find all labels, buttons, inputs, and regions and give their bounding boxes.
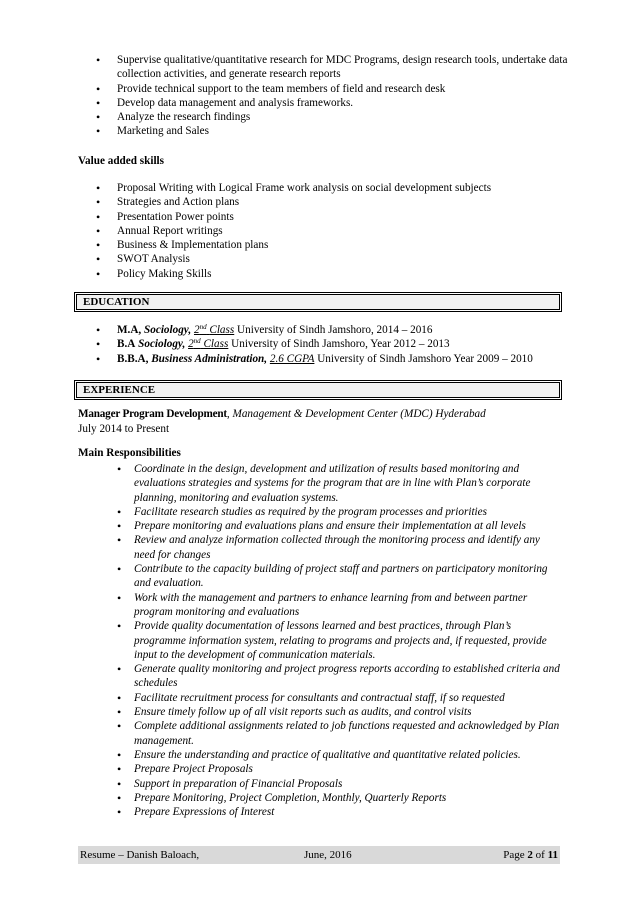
class-word: Class (203, 338, 229, 351)
list-item: • Annual Report writings (117, 224, 587, 238)
class-grade (188, 338, 228, 350)
list-item: • Prepare Project Proposals (134, 762, 562, 776)
field-of-study: Sociology, (138, 338, 186, 351)
job-title: Manager Program Development (78, 408, 227, 420)
class-grade (194, 324, 234, 336)
class-number: 2 (193, 324, 200, 336)
page-label: Page (503, 849, 525, 861)
list-item: • Provide quality documentation of lessons learned and best practices, through Plan’s programme information system, relating to programs and projects and, if requested, provide input to the development of communication materials. (134, 619, 562, 662)
degree: B.B.A, (117, 352, 149, 365)
class-suffix: nd (199, 323, 207, 331)
education-list (117, 323, 587, 366)
institution-years: University of Sindh Jamshoro Year 2009 – 2010 (317, 352, 533, 365)
experience-section-header (76, 382, 560, 398)
list-item: • Ensure the understanding and practice of qualitative and quantitative related policies. (134, 748, 562, 762)
list-item: • Provide technical support to the team members of field and research desk (117, 82, 587, 96)
list-item: • Supervise qualitative/quantitative research for MDC Programs, design research tools, undertake data collection activities, and generate research reports (117, 53, 587, 82)
education-item (117, 323, 587, 337)
job-title-line: Manager Program Development, Management & Development Center (MDC) Hyderabad (78, 408, 486, 420)
degree: B.A (117, 338, 136, 351)
list-item: • Strategies and Action plans (117, 195, 587, 209)
responsibilities-continued-list (117, 53, 587, 139)
list-item: • Support in preparation of Financial Proposals (134, 777, 562, 791)
institution-years: University of Sindh Jamshoro, 2014 – 2016 (237, 324, 433, 336)
field-of-study: Sociology, (144, 324, 192, 336)
education-item (117, 352, 587, 366)
class-word: Class (209, 324, 235, 336)
value-added-skills-list (117, 181, 587, 281)
class-grade: 2.6 CGPA (269, 352, 315, 365)
employer: Management & Development Center (MDC) Hyderabad (232, 408, 486, 420)
of-label: of (535, 849, 545, 861)
list-item: • Contribute to the capacity building of project staff and partners on participatory monitoring and evaluation. (134, 562, 562, 591)
degree: M.A, (117, 324, 142, 336)
section-title: EDUCATION (83, 296, 150, 308)
list-item: • Complete additional assignments related to job functions requested and acknowledged by Plan management. (134, 719, 562, 748)
list-item: • Presentation Power points (117, 210, 587, 224)
class-number: 2 (188, 338, 194, 351)
list-item: • Develop data management and analysis frameworks. (117, 96, 587, 110)
list-item: • Facilitate research studies as required by the program processes and priorities (134, 505, 562, 519)
list-item: • Analyze the research findings (117, 110, 587, 124)
list-item: • Review and analyze information collected through the monitoring process and identify any need for changes (134, 533, 562, 562)
page-current: 2 (527, 849, 533, 861)
field-of-study: Business Administration, (151, 352, 268, 365)
list-item: • Facilitate recruitment process for consultants and contractual staff, if so requested (134, 691, 562, 705)
main-responsibilities-heading: Main Responsibilities (78, 447, 181, 459)
list-item: • Prepare Monitoring, Project Completion, Monthly, Quarterly Reports (134, 791, 562, 805)
education-section-header (76, 294, 560, 310)
list-item: • Generate quality monitoring and project progress reports according to established criteria and schedules (134, 662, 562, 691)
page-total: 11 (547, 849, 558, 861)
list-item: • Work with the management and partners to enhance learning from and between partner program monitoring and evaluations (134, 591, 562, 620)
job-dates: July 2014 to Present (78, 423, 170, 435)
list-item: • Ensure timely follow up of all visit reports such as audits, and control visits (134, 705, 562, 719)
institution-years: University of Sindh Jamshoro, Year 2012 – 2013 (231, 338, 450, 351)
list-item: • Proposal Writing with Logical Frame work analysis on social development subjects (117, 181, 587, 195)
footer-page-number (503, 849, 558, 861)
list-item: • Business & Implementation plans (117, 238, 587, 252)
list-item: • Prepare monitoring and evaluations plans and ensure their implementation at all levels (134, 519, 562, 533)
page-footer (78, 846, 560, 864)
responsibilities-list (134, 462, 562, 819)
education-item (117, 337, 587, 351)
class-suffix: nd (193, 337, 201, 346)
list-item: • Prepare Expressions of Interest (134, 805, 562, 819)
list-item: • Coordinate in the design, development and utilization of results based monitoring and evaluations strategies and systems for the program that are in line with Plan’s corporate planning, monitoring and evaluation systems. (134, 462, 562, 505)
list-item: • Policy Making Skills (117, 267, 587, 281)
footer-date: June, 2016 (304, 849, 352, 861)
list-item: • Marketing and Sales (117, 124, 587, 138)
footer-author: Resume – Danish Baloach, (80, 849, 200, 861)
list-item: • SWOT Analysis (117, 252, 587, 266)
section-title: EXPERIENCE (83, 384, 156, 396)
value-added-skills-heading: Value added skills (78, 155, 165, 167)
